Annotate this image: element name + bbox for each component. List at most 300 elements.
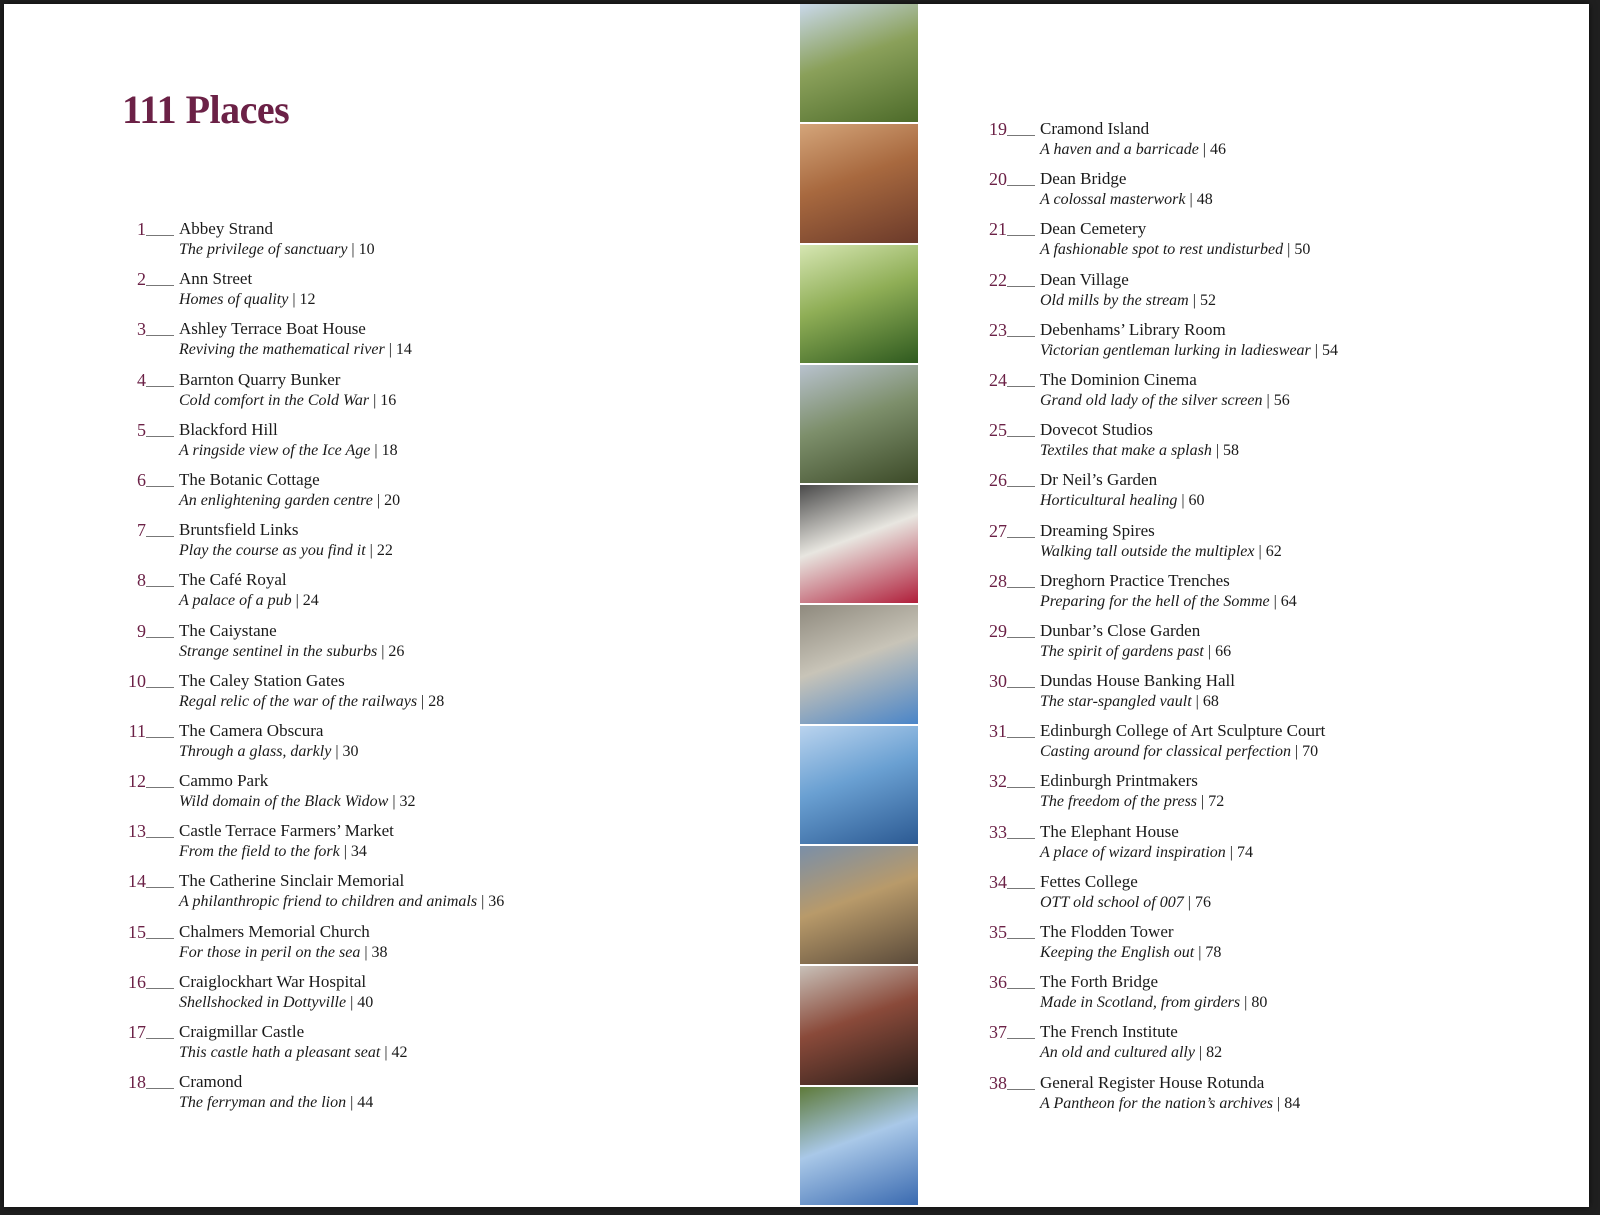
leader-rule [146, 436, 174, 437]
contents-entry[interactable] [977, 218, 1577, 268]
entry-number: 26 [989, 470, 1007, 491]
entry-number: 6 [137, 469, 146, 490]
entry-page: 68 [1202, 693, 1219, 711]
entry-page: 48 [1196, 191, 1213, 209]
entry-separator: | [1244, 994, 1248, 1012]
leader-rule [146, 637, 174, 638]
leader-rule [146, 235, 174, 236]
entry-subtitle [1040, 189, 1577, 210]
entry-name: Dovecot Studios [1040, 420, 1153, 440]
entry-number: 34 [989, 871, 1007, 892]
entry-separator: | [1314, 341, 1318, 359]
entry-subtitle [1040, 440, 1577, 461]
entry-number: 7 [137, 520, 146, 541]
entry-name: General Register House Rotunda [1040, 1072, 1265, 1092]
leader-rule [146, 285, 174, 286]
entry-tagline: An enlightening garden centre [179, 491, 373, 509]
entry-tagline: A fashionable spot to rest undisturbed [1040, 241, 1284, 259]
entry-number: 25 [989, 420, 1007, 441]
leader-rule [146, 386, 174, 387]
entry-number: 31 [989, 721, 1007, 742]
leader-rule [1007, 988, 1035, 989]
entry-tagline: For those in peril on the sea [179, 943, 361, 961]
leader-rule [146, 938, 174, 939]
entry-number: 12 [128, 771, 146, 792]
entry-subtitle [1040, 942, 1577, 963]
entry-page: 44 [357, 1094, 374, 1112]
leader-rule [146, 837, 174, 838]
entry-page: 56 [1273, 391, 1290, 409]
leader-rule [1007, 1038, 1035, 1039]
entry-tagline: The star-spangled vault [1040, 693, 1192, 711]
entry-name: Dunbar’s Close Garden [1040, 620, 1201, 640]
contents-entry[interactable] [977, 620, 1577, 670]
entry-number: 38 [989, 1072, 1007, 1093]
entry-separator: | [1198, 1044, 1203, 1062]
entry-separator: | [351, 241, 355, 258]
entry-separator: | [1258, 542, 1262, 560]
entry-subtitle [1040, 1093, 1577, 1114]
entry-separator: | [1294, 743, 1299, 761]
entry-separator: | [1287, 241, 1291, 259]
entry-page: 42 [391, 1044, 408, 1061]
entry-name: Dr Neil’s Garden [1040, 470, 1158, 490]
contents-entry[interactable] [977, 168, 1577, 218]
contents-entry[interactable] [977, 469, 1577, 519]
entry-tagline: Preparing for the hell of the Somme [1040, 592, 1270, 610]
leader-rule [146, 536, 174, 537]
entry-page: 82 [1206, 1044, 1223, 1062]
entry-separator: | [343, 843, 347, 861]
entry-subtitle [179, 791, 766, 812]
contents-entry[interactable] [977, 319, 1577, 369]
leader-rule [1007, 286, 1035, 287]
contents-entry[interactable] [116, 670, 766, 720]
leader-rule [1007, 838, 1035, 839]
leader-rule [146, 1038, 174, 1039]
entry-name: Dean Village [1040, 269, 1129, 289]
contents-entry[interactable] [977, 419, 1577, 469]
entry-number: 3 [137, 319, 146, 340]
entry-separator: | [1181, 492, 1185, 510]
photo-strip-image [800, 4, 918, 124]
leader-rule [1007, 587, 1035, 588]
contents-entry[interactable] [116, 218, 766, 268]
contents-entry[interactable] [116, 971, 766, 1021]
entry-name: Ann Street [179, 269, 253, 289]
entry-tagline: Cold comfort in the Cold War [179, 391, 370, 409]
leader-rule [146, 586, 174, 587]
entry-number: 2 [137, 269, 146, 290]
leader-rule [1007, 336, 1035, 337]
entry-number: 8 [137, 570, 146, 591]
contents-entry[interactable] [116, 569, 766, 619]
entry-subtitle [1040, 239, 1577, 260]
entry-name: Dreghorn Practice Trenches [1040, 570, 1230, 590]
entry-separator: | [421, 692, 425, 710]
entry-subtitle [179, 641, 766, 662]
entry-subtitle [1040, 892, 1577, 913]
entry-tagline: Wild domain of the Black Widow [179, 793, 389, 811]
entry-number: 14 [128, 871, 146, 892]
entry-name: Barnton Quarry Bunker [179, 369, 341, 389]
entry-number: 15 [128, 921, 146, 942]
entry-name: Craiglockhart War Hospital [179, 971, 367, 991]
entry-subtitle [179, 590, 766, 611]
entry-number: 27 [989, 520, 1007, 541]
entry-subtitle [179, 239, 766, 260]
contents-entry[interactable] [116, 318, 766, 368]
entry-subtitle [179, 942, 766, 963]
entry-subtitle [179, 390, 766, 411]
entry-subtitle [1040, 691, 1577, 712]
entry-page: 32 [399, 793, 416, 811]
entry-tagline: An old and cultured ally [1040, 1044, 1195, 1062]
entry-number: 17 [128, 1022, 146, 1042]
entry-page: 46 [1210, 141, 1226, 158]
leader-rule [1007, 386, 1035, 387]
contents-entry[interactable] [977, 921, 1577, 971]
entry-separator: | [1198, 944, 1202, 961]
contents-entry[interactable] [116, 820, 766, 870]
entry-subtitle [1040, 490, 1577, 511]
contents-entry[interactable] [116, 620, 766, 670]
leader-rule [1007, 135, 1035, 136]
entry-subtitle [179, 339, 766, 360]
photo-strip-image [800, 726, 918, 846]
entry-name: The Caley Station Gates [179, 670, 345, 690]
contents-entry[interactable] [116, 1021, 766, 1071]
page-title: 111 Places [122, 87, 290, 132]
entry-subtitle [179, 891, 766, 912]
contents-entry[interactable] [977, 1021, 1577, 1071]
entry-page: 20 [384, 491, 401, 509]
leader-rule [1007, 938, 1035, 939]
entry-subtitle [179, 992, 766, 1013]
entry-number: 9 [137, 620, 146, 641]
entry-subtitle [179, 490, 766, 511]
entry-number: 21 [989, 219, 1007, 240]
entry-separator: | [1202, 141, 1206, 158]
entry-name: Cammo Park [179, 771, 269, 791]
photo-strip-image [800, 245, 918, 365]
entry-number: 1 [137, 219, 146, 239]
entry-number: 28 [989, 570, 1007, 591]
entry-page: 10 [358, 241, 375, 258]
entry-number: 13 [128, 821, 146, 842]
entry-separator: | [1189, 191, 1193, 209]
entry-subtitle [179, 841, 766, 862]
entry-page: 36 [488, 893, 505, 911]
contents-entry[interactable] [977, 720, 1577, 770]
entry-subtitle [179, 1092, 766, 1113]
photo-strip-image [800, 365, 918, 485]
photo-strip-image [800, 1087, 918, 1207]
leader-rule [1007, 486, 1035, 487]
entry-name: Fettes College [1040, 871, 1138, 891]
entry-name: Blackford Hill [179, 419, 278, 439]
entry-name: Bruntsfield Links [179, 520, 299, 540]
contents-list-left [116, 218, 766, 1121]
leader-rule [146, 335, 174, 336]
book-spread [4, 4, 1589, 1207]
entry-number: 37 [989, 1022, 1007, 1043]
entry-tagline: Walking tall outside the multiplex [1040, 542, 1255, 560]
entry-name: The French Institute [1040, 1022, 1178, 1042]
entry-separator: | [292, 291, 296, 309]
leader-rule [1007, 185, 1035, 186]
entry-number: 24 [989, 369, 1007, 390]
entry-separator: | [1273, 592, 1277, 610]
entry-separator: | [1266, 391, 1270, 409]
entry-separator: | [373, 391, 377, 409]
entry-tagline: A Pantheon for the nation’s archives [1040, 1094, 1274, 1112]
entry-separator: | [335, 742, 339, 760]
contents-entry[interactable] [116, 720, 766, 770]
entry-name: Edinburgh College of Art Sculpture Court [1040, 721, 1326, 741]
leader-rule [146, 1088, 174, 1089]
entry-page: 24 [302, 592, 319, 610]
entry-subtitle [179, 440, 766, 461]
entry-name: The Flodden Tower [1040, 922, 1174, 941]
entry-subtitle [1040, 290, 1577, 311]
entry-separator: | [369, 542, 373, 560]
entry-separator: | [1207, 642, 1212, 660]
entry-page: 34 [350, 843, 367, 861]
entry-name: Dean Cemetery [1040, 219, 1147, 239]
entry-tagline: Made in Scotland, from girders [1040, 994, 1241, 1012]
leader-rule [1007, 537, 1035, 538]
entry-separator: | [388, 341, 392, 359]
entry-tagline: Strange sentinel in the suburbs [179, 642, 378, 660]
entry-number: 36 [989, 972, 1007, 993]
entry-subtitle [1040, 340, 1577, 361]
entry-tagline: A philanthropic friend to children and animals [179, 893, 478, 911]
entry-name: Dundas House Banking Hall [1040, 671, 1236, 691]
entry-number: 5 [137, 419, 146, 440]
leader-rule [1007, 737, 1035, 738]
entry-subtitle [1040, 1042, 1577, 1063]
entry-name: Chalmers Memorial Church [179, 921, 370, 941]
contents-entry[interactable] [977, 821, 1577, 871]
photo-strip-image [800, 124, 918, 244]
contents-entry[interactable] [116, 268, 766, 318]
entry-number: 35 [989, 922, 1007, 942]
entry-number: 4 [137, 369, 146, 390]
entry-page: 50 [1294, 241, 1311, 259]
entry-number: 11 [128, 720, 146, 741]
contents-entry[interactable] [116, 770, 766, 820]
entry-page: 16 [380, 391, 397, 409]
entry-name: The Caiystane [179, 620, 277, 640]
photo-strip-image [800, 605, 918, 725]
photo-strip [800, 4, 918, 1207]
entry-tagline: A colossal masterwork [1040, 191, 1186, 209]
entry-tagline: The spirit of gardens past [1040, 642, 1204, 660]
contents-entry[interactable] [977, 770, 1577, 820]
entry-tagline: Shellshocked in Dottyville [179, 993, 347, 1011]
entry-separator: | [376, 491, 381, 509]
entry-tagline: The freedom of the press [1040, 793, 1198, 811]
entry-page: 30 [342, 742, 359, 760]
leader-rule [1007, 787, 1035, 788]
photo-strip-image [800, 485, 918, 605]
leader-rule [1007, 436, 1035, 437]
entry-name: The Catherine Sinclair Memorial [179, 871, 405, 891]
contents-entry[interactable] [116, 369, 766, 419]
entry-number: 29 [989, 620, 1007, 641]
entry-tagline: Reviving the mathematical river [179, 341, 385, 359]
entry-subtitle [1040, 992, 1577, 1013]
entry-page: 72 [1208, 793, 1225, 811]
entry-page: 58 [1223, 442, 1240, 460]
entry-number: 20 [989, 169, 1007, 190]
entry-tagline: Regal relic of the war of the railways [179, 692, 418, 710]
entry-page: 22 [376, 542, 393, 560]
entry-separator: | [1277, 1094, 1281, 1112]
entry-page: 64 [1280, 592, 1297, 610]
entry-tagline: The privilege of sanctuary [179, 241, 348, 258]
entry-separator: | [1229, 843, 1233, 861]
entry-tagline: Victorian gentleman lurking in ladieswear [1040, 341, 1311, 359]
leader-rule [146, 887, 174, 888]
entry-tagline: OTT old school of 007 [1040, 893, 1184, 911]
entry-page: 62 [1265, 542, 1282, 560]
entry-tagline: Horticultural healing [1040, 492, 1178, 510]
entry-separator: | [350, 1094, 354, 1112]
entry-name: The Forth Bridge [1040, 972, 1159, 992]
entry-tagline: Keeping the English out [1040, 944, 1195, 961]
entry-subtitle [1040, 791, 1577, 812]
entry-number: 16 [128, 971, 146, 992]
entry-separator: | [1192, 291, 1196, 309]
entry-subtitle [1040, 641, 1577, 662]
entry-subtitle [1040, 541, 1577, 562]
entry-tagline: Textiles that make a splash [1040, 442, 1212, 460]
entry-tagline: A haven and a barricade [1040, 141, 1199, 158]
entry-tagline: Old mills by the stream [1040, 291, 1189, 309]
leader-rule [146, 787, 174, 788]
entry-name: The Café Royal [179, 570, 287, 590]
entry-page: 28 [428, 692, 445, 710]
entry-separator: | [381, 642, 385, 660]
leader-rule [146, 988, 174, 989]
leader-rule [1007, 637, 1035, 638]
entry-subtitle [179, 540, 766, 561]
entry-page: 84 [1284, 1094, 1301, 1112]
entry-page: 76 [1194, 893, 1211, 911]
entry-separator: | [1187, 893, 1191, 911]
entry-subtitle [1040, 591, 1577, 612]
contents-entry[interactable] [977, 871, 1577, 921]
entry-subtitle [1040, 842, 1577, 863]
entry-tagline: Through a glass, darkly [179, 742, 332, 760]
entry-name: The Camera Obscura [179, 720, 324, 740]
entry-name: The Dominion Cinema [1040, 369, 1197, 389]
entry-number: 32 [989, 771, 1007, 792]
photo-strip-image [800, 846, 918, 966]
entry-name: The Elephant House [1040, 821, 1179, 841]
leader-rule [1007, 235, 1035, 236]
contents-entry[interactable] [977, 971, 1577, 1021]
contents-entry[interactable] [116, 1071, 766, 1121]
entry-subtitle [179, 289, 766, 310]
entry-number: 23 [989, 319, 1007, 340]
leader-rule [146, 486, 174, 487]
entry-page: 78 [1205, 944, 1222, 961]
entry-name: Castle Terrace Farmers’ Market [179, 821, 394, 841]
contents-entry[interactable] [977, 1072, 1577, 1122]
entry-page: 14 [395, 341, 412, 359]
entry-separator: | [350, 993, 354, 1011]
entry-name: Cramond [179, 1072, 243, 1092]
contents-entry[interactable] [977, 520, 1577, 570]
contents-entry[interactable] [116, 469, 766, 519]
entry-number: 30 [989, 671, 1007, 692]
contents-entry[interactable] [977, 570, 1577, 620]
entry-page: 26 [388, 642, 405, 660]
entry-name: Craigmillar Castle [179, 1022, 305, 1041]
contents-entry[interactable] [116, 870, 766, 920]
entry-name: Debenhams’ Library Room [1040, 319, 1226, 339]
entry-page: 38 [371, 943, 388, 961]
entry-tagline: The ferryman and the lion [179, 1094, 347, 1112]
contents-entry[interactable] [977, 670, 1577, 720]
contents-entry[interactable] [977, 269, 1577, 319]
leader-rule [1007, 888, 1035, 889]
entry-page: 40 [357, 993, 374, 1011]
entry-tagline: A ringside view of the Ice Age [179, 441, 371, 459]
entry-separator: | [392, 793, 396, 811]
entry-page: 70 [1302, 743, 1319, 761]
entry-separator: | [374, 441, 378, 459]
contents-entry[interactable] [116, 921, 766, 971]
entry-subtitle [179, 1042, 766, 1063]
entry-page: 66 [1215, 642, 1232, 660]
entry-name: Abbey Strand [179, 219, 273, 238]
entry-tagline: Homes of quality [179, 291, 289, 309]
contents-entry[interactable] [116, 419, 766, 469]
entry-tagline: A place of wizard inspiration [1040, 843, 1226, 861]
leader-rule [1007, 687, 1035, 688]
contents-entry[interactable] [116, 519, 766, 569]
entry-subtitle [1040, 741, 1577, 762]
leader-rule [146, 737, 174, 738]
entry-number: 18 [128, 1072, 146, 1093]
entry-page: 74 [1237, 843, 1253, 861]
entry-number: 22 [989, 269, 1007, 290]
entry-name: The Botanic Cottage [179, 469, 320, 489]
leader-rule [1007, 1089, 1035, 1090]
entry-separator: | [1195, 693, 1199, 711]
contents-list-right [977, 118, 1577, 1122]
entry-number: 19 [989, 119, 1007, 139]
entry-number: 33 [989, 821, 1007, 842]
entry-name: Cramond Island [1040, 119, 1150, 138]
contents-entry[interactable] [977, 369, 1577, 419]
entry-tagline: Casting around for classical perfection [1040, 743, 1291, 761]
contents-entry[interactable] [977, 118, 1577, 168]
entry-separator: | [1201, 793, 1205, 811]
entry-name: Dean Bridge [1040, 169, 1127, 189]
entry-separator: | [1215, 442, 1220, 460]
entry-page: 52 [1199, 291, 1216, 309]
entry-page: 54 [1321, 341, 1338, 359]
entry-separator: | [481, 893, 485, 911]
entry-page: 18 [381, 441, 398, 459]
entry-subtitle [1040, 139, 1577, 160]
entry-subtitle [1040, 390, 1577, 411]
